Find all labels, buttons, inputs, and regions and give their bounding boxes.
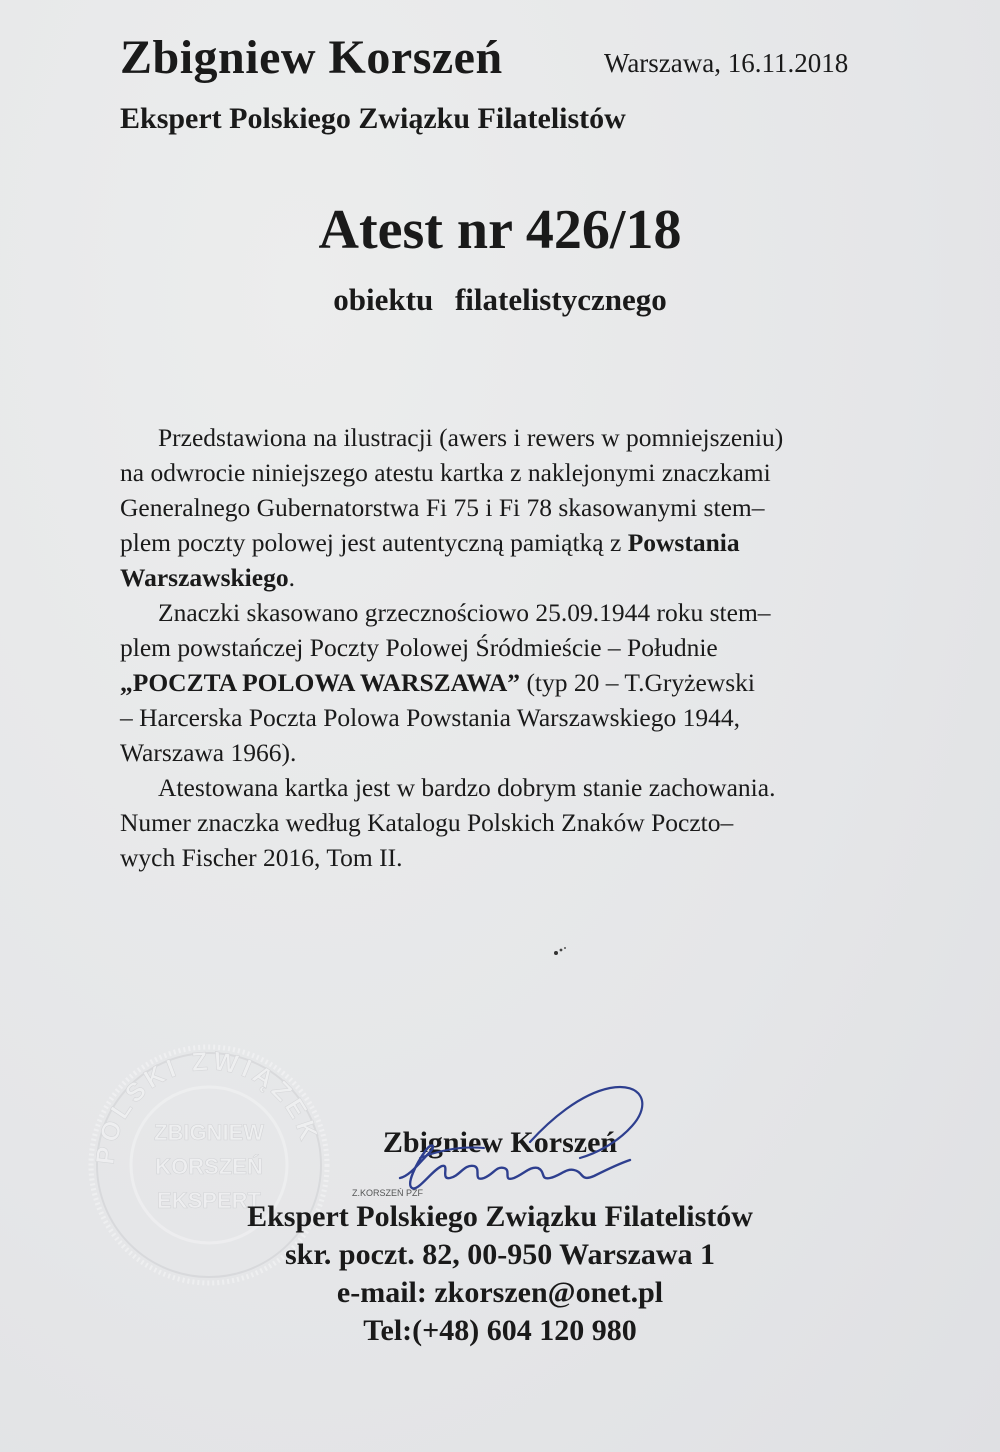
body-line bbox=[120, 560, 880, 595]
body-text: . bbox=[288, 563, 295, 592]
body-bold-text: Powstania bbox=[627, 528, 740, 557]
paragraph-1 bbox=[120, 420, 880, 595]
footer-address: skr. poczt. 82, 00-950 Warszawa 1 bbox=[285, 1238, 715, 1271]
body-text: plem poczty polowej jest autentyczną pamiątką z bbox=[120, 528, 628, 557]
header-expert-role: Ekspert Polskiego Związku Filatelistów bbox=[120, 102, 626, 135]
body-line bbox=[120, 665, 880, 700]
seal-ring-text: POLSKI ZWIĄZEK bbox=[89, 1045, 326, 1166]
seal-center-text: EKSPERT bbox=[157, 1188, 261, 1213]
page-title: Atest nr 426/18 bbox=[318, 199, 682, 261]
body-text: (typ 20 – T.Gryżewski bbox=[520, 668, 755, 697]
body-line: Znaczki skasowano grzecznościowo 25.09.1944 roku stem– bbox=[158, 598, 771, 627]
footer-phone: Tel:(+48) 604 120 980 bbox=[363, 1314, 637, 1347]
body-line bbox=[120, 525, 880, 560]
footer-expert-role: Ekspert Polskiego Związku Filatelistów bbox=[247, 1200, 753, 1233]
body-bold-text: Warszawskiego bbox=[120, 563, 289, 592]
paragraph-3 bbox=[120, 770, 880, 875]
body-line: Przedstawiona na ilustracji (awers i rewers w pomniejszeniu) bbox=[158, 423, 784, 452]
signature-stamp-text: Z.KORSZEŃ PZF bbox=[352, 1188, 424, 1198]
signature-icon bbox=[352, 1080, 670, 1220]
body-line: Numer znaczka według Katalogu Polskich Znaków Poczto– bbox=[120, 808, 734, 837]
body-line: wych Fischer 2016, Tom II. bbox=[120, 843, 403, 872]
body-line: Generalnego Gubernatorstwa Fi 75 i Fi 78 skasowanymi stem– bbox=[120, 493, 765, 522]
body-line: na odwrocie niniejszego atestu kartka z naklejonymi znaczkami bbox=[120, 458, 771, 487]
seal-center-text: ZBIGNIEW bbox=[154, 1120, 264, 1145]
header-date: Warszawa, 16.11.2018 bbox=[604, 48, 849, 78]
body-line: Warszawa 1966). bbox=[120, 738, 297, 767]
footer-email: e-mail: zkorszen@onet.pl bbox=[336, 1276, 664, 1309]
footer-expert-name: Zbigniew Korszeń bbox=[382, 1126, 618, 1159]
page-subtitle: obiektu filatelistycznego bbox=[333, 282, 667, 317]
body-line: – Harcerska Poczta Polowa Powstania Warszawskiego 1944, bbox=[120, 703, 740, 732]
ink-speck bbox=[552, 944, 568, 958]
body-line: Atestowana kartka jest w bardzo dobrym stanie zachowania. bbox=[158, 773, 776, 802]
body-bold-text: „POCZTA POLOWA WARSZAWA” bbox=[120, 668, 521, 697]
seal-center-text: KORSZEŃ bbox=[155, 1154, 263, 1179]
certificate-body bbox=[120, 420, 880, 875]
header-expert-name: Zbigniew Korszeń bbox=[120, 31, 503, 84]
paragraph-2 bbox=[120, 595, 880, 770]
body-line: plem powstańczej Poczty Polowej Śródmieście – Południe bbox=[120, 633, 718, 662]
